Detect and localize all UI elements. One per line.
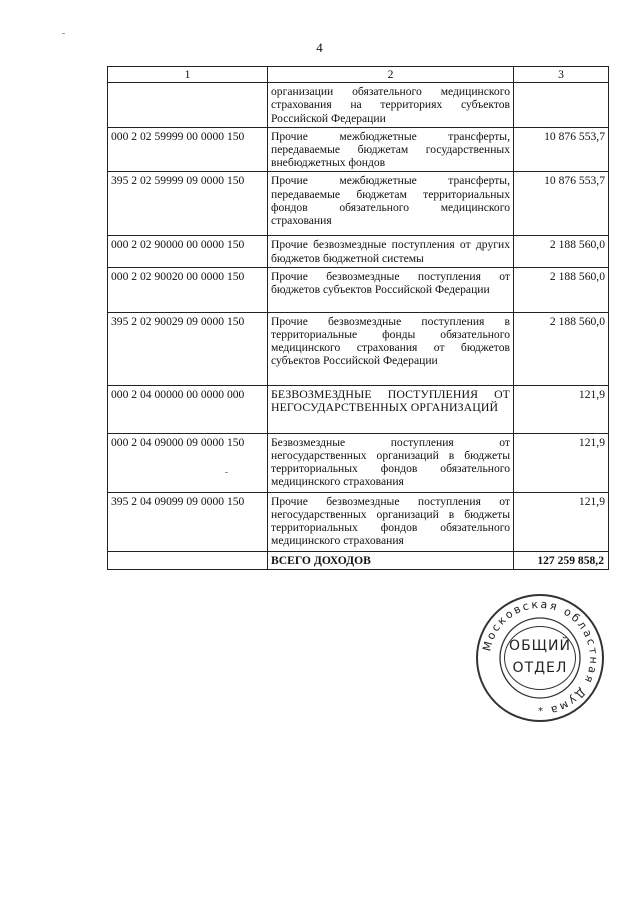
revenue-description: Прочие безвозмездные поступления от других бюджетов бюджетной системы — [268, 236, 514, 267]
revenue-amount: 121,9 — [514, 433, 609, 492]
office-stamp — [474, 592, 606, 724]
stamp-ring-text: Московская областная Дума — [480, 597, 601, 718]
revenue-amount: 2 188 560,0 — [514, 312, 609, 385]
header-row — [108, 67, 609, 83]
total-label: ВСЕГО ДОХОДОВ — [268, 551, 514, 569]
revenue-amount — [514, 83, 609, 128]
table-row — [108, 385, 609, 433]
revenue-amount: 2 188 560,0 — [514, 267, 609, 312]
stamp-line-2: ОТДЕЛ — [512, 660, 568, 676]
budget-code: 395 2 02 90029 09 0000 150 — [108, 312, 268, 385]
revenue-table — [107, 66, 609, 570]
revenue-description: Прочие безвозмездные поступления в территориальные фонды обязательного медицинского страхования от бюджетов субъектов Российской Федерации — [268, 312, 514, 385]
budget-code: 395 2 04 09099 09 0000 150 — [108, 492, 268, 551]
total-amount: 127 259 858,2 — [514, 551, 609, 569]
budget-code: 000 2 04 00000 00 0000 000 — [108, 385, 268, 433]
revenue-description: БЕЗВОЗМЕЗДНЫЕ ПОСТУПЛЕНИЯ ОТ НЕГОСУДАРСТВЕННЫХ ОРГАНИЗАЦИЙ — [268, 385, 514, 433]
table-row — [108, 83, 609, 128]
budget-code: 395 2 02 59999 09 0000 150 — [108, 172, 268, 236]
stamp-center — [504, 626, 576, 690]
revenue-description: Прочие межбюджетные трансферты, передаваемые бюджетам территориальных фондов обязательного медицинского страхования — [268, 172, 514, 236]
revenue-amount: 121,9 — [514, 492, 609, 551]
revenue-amount: 10 876 553,7 — [514, 172, 609, 236]
budget-code: 000 2 02 59999 00 0000 150 — [108, 127, 268, 172]
scan-speck — [62, 33, 65, 34]
budget-code — [108, 83, 268, 128]
table-row — [108, 433, 609, 492]
revenue-amount: 2 188 560,0 — [514, 236, 609, 267]
budget-code: 000 2 02 90020 00 0000 150 — [108, 267, 268, 312]
column-header-2: 2 — [268, 67, 514, 83]
stamp-star: * — [538, 706, 543, 717]
revenue-description: Прочие безвозмездные поступления от негосударственных организаций в бюджеты территориальных фондов обязательного медицинского страхования — [268, 492, 514, 551]
budget-code: 000 2 02 90000 00 0000 150 — [108, 236, 268, 267]
stamp-line-1: ОБЩИЙ — [509, 638, 571, 654]
column-header-3: 3 — [514, 67, 609, 83]
table-row — [108, 267, 609, 312]
table-row — [108, 127, 609, 172]
revenue-description: Безвозмездные поступления от негосударственных организаций в бюджеты территориальных фондов обязательного медицинского страхования — [268, 433, 514, 492]
revenue-description: Прочие межбюджетные трансферты, передаваемые бюджетам государственных внебюджетных фондов — [268, 127, 514, 172]
revenue-amount: 10 876 553,7 — [514, 127, 609, 172]
budget-code: 000 2 04 09000 09 0000 150 — [108, 433, 268, 492]
revenue-amount: 121,9 — [514, 385, 609, 433]
table-row — [108, 236, 609, 267]
total-row — [108, 551, 609, 569]
table-row — [108, 492, 609, 551]
revenue-description: организации обязательного медицинского страхования на территориях субъектов Российской Федерации — [268, 83, 514, 128]
table-row — [108, 172, 609, 236]
column-header-1: 1 — [108, 67, 268, 83]
page-number: 4 — [316, 40, 323, 55]
table-row — [108, 312, 609, 385]
total-code-cell — [108, 551, 268, 569]
revenue-description: Прочие безвозмездные поступления от бюджетов субъектов Российской Федерации — [268, 267, 514, 312]
